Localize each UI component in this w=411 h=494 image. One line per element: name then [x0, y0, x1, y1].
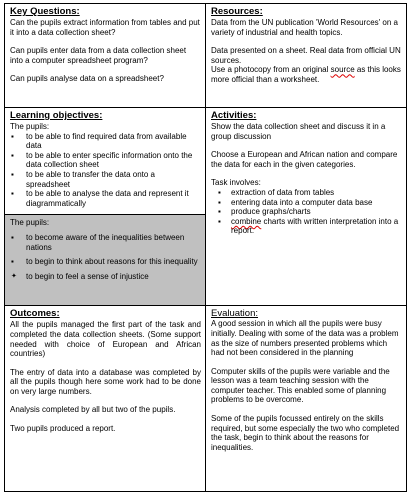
- task-item: ▪ produce graphs/charts: [211, 207, 402, 217]
- resources-para-2: Data presented on a sheet. Real data from official UN sources.: [211, 46, 401, 65]
- outcomes-cell: [5, 306, 206, 492]
- objective-item: ▪ to be able to find required data from available data: [10, 132, 201, 151]
- resources-para-1: Data from the UN publication 'World Resources' on a variety of industrial and health topics.: [211, 18, 398, 37]
- key-question-3: Can pupils analyse data on a spreadsheet?: [10, 74, 164, 84]
- evaluation-para-3: Some of the pupils focussed entirely on the skills required, but some especially the two who completed the task, begin to think about the reasons for inequalities.: [211, 414, 400, 452]
- evaluation-cell: [206, 306, 407, 492]
- task-item: [211, 217, 402, 236]
- task-item: ▪ extraction of data from tables: [211, 188, 402, 198]
- activities-para-1: Show the data collection sheet and discuss it in a group discussion: [211, 122, 386, 141]
- affective-list: [10, 233, 201, 281]
- resources-para-3-start: Use a photocopy from an original: [211, 65, 331, 75]
- resources-para-3-end: as this looks more official than a worksheet.: [211, 65, 401, 84]
- lesson-plan-table: [4, 3, 407, 492]
- objectives-heading: Learning objectives:: [10, 110, 103, 121]
- key-questions-heading: Key Questions:: [10, 6, 80, 17]
- activities-cell: [206, 108, 407, 306]
- objective-item: ▪ to be able to transfer the data onto a spreadsheet: [10, 170, 201, 189]
- objective-item: ▪ to be able to enter specific information onto the data collection sheet: [10, 151, 201, 170]
- resources-source-word: source: [330, 65, 355, 75]
- key-question-1: Can the pupils extract information from tables and put it into a data collection sheet?: [10, 18, 200, 37]
- activities-task-intro: Task involves:: [211, 178, 261, 188]
- resources-cell: [206, 4, 407, 108]
- resources-heading: Resources:: [211, 6, 263, 17]
- task-item-rest: charts with written interpretation into a report.: [231, 216, 399, 236]
- key-question-2: Can pupils enter data from a data collection sheet into a computer spreadsheet program?: [10, 46, 187, 65]
- activities-para-2: Choose a European and African nation and compare the data for each in the given categories.: [211, 150, 398, 169]
- key-questions-cell: [5, 4, 206, 108]
- outcomes-para-3: Analysis completed by all but two of the pupils.: [10, 405, 176, 415]
- activities-task-list: [211, 188, 402, 236]
- task-combine-word: combine: [231, 216, 262, 226]
- objectives-intro: The pupils:: [10, 122, 50, 131]
- affective-item: ▪ to begin to think about reasons for this inequality: [10, 257, 201, 267]
- outcomes-heading: Outcomes:: [10, 308, 60, 320]
- evaluation-para-1: A good session in which all the pupils were busy initially. Dealing with some of the data was a problem as the size of numbers presented problems which had not been considered in the planning: [211, 319, 399, 358]
- outcomes-para-4: Two pupils produced a report.: [10, 424, 116, 434]
- affective-intro: The pupils:: [10, 218, 50, 228]
- objectives-list: [10, 132, 201, 209]
- evaluation-para-2: Computer skills of the pupils were variable and the lesson was a team teaching session with the computer teacher. This enabled some of planning problems to be overcome.: [211, 366, 390, 405]
- evaluation-heading: Evaluation:: [211, 308, 259, 320]
- affective-objectives-box: [5, 214, 205, 305]
- objective-item: ▪ to be able to analyse the data and represent it diagrammatically: [10, 189, 201, 208]
- task-item: ▪ entering data into a computer data base: [211, 198, 402, 208]
- outcomes-para-1: All the pupils managed the first part of the task and completed the data collection sheets. (Some support needed with choice of European and African countries): [10, 320, 201, 359]
- affective-item: ✦ to begin to feel a sense of injustice: [10, 272, 201, 282]
- objectives-cell: [5, 108, 206, 306]
- affective-item: ▪ to become aware of the inequalities between nations: [10, 233, 201, 252]
- resources-para-3: [211, 65, 402, 84]
- activities-heading: Activities:: [211, 110, 257, 121]
- outcomes-para-2: The entry of data into a database was completed by all the pupils though here some work had to be done on very large numbers.: [10, 367, 201, 396]
